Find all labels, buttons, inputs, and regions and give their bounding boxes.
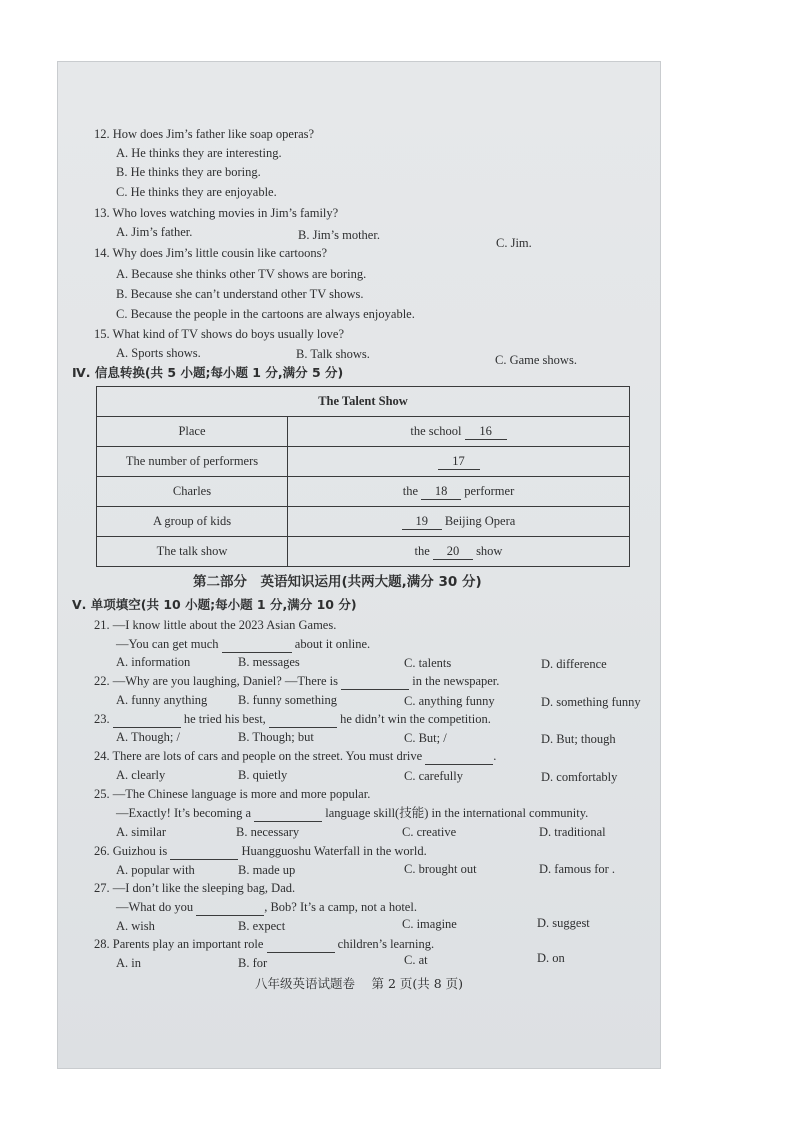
q28-option-a: A. in bbox=[116, 956, 141, 970]
table-row bbox=[97, 447, 630, 477]
row-post-text: performer bbox=[464, 483, 515, 498]
q13-stem: 13. Who loves watching movies in Jim’s family? bbox=[94, 206, 339, 220]
q13-option-b: B. Jim’s mother. bbox=[298, 228, 380, 242]
table-row bbox=[97, 507, 630, 537]
answer-blank bbox=[267, 936, 335, 953]
q22-option-b: B. funny something bbox=[238, 693, 337, 707]
row-label: The number of performers bbox=[97, 447, 288, 477]
q26-option-a: A. popular with bbox=[116, 863, 195, 877]
q26-option-d: D. famous for . bbox=[539, 862, 616, 876]
page-footer: 八年级英语试题卷 第 2 页(共 8 页) bbox=[255, 976, 464, 991]
q26-line1: 26. Guizhou is Huangguoshu Waterfall in the world. bbox=[94, 844, 427, 858]
q25-option-a: A. similar bbox=[116, 825, 166, 839]
info-table bbox=[96, 386, 630, 567]
q12-option-c: C. He thinks they are enjoyable. bbox=[116, 185, 277, 199]
row-value bbox=[288, 477, 630, 507]
answer-blank bbox=[341, 673, 409, 690]
q13-option-c: C. Jim. bbox=[496, 236, 532, 250]
blank-18: 18 bbox=[421, 484, 461, 500]
blank-20: 20 bbox=[433, 544, 473, 560]
row-pre-text: the school bbox=[410, 423, 462, 438]
answer-blank bbox=[196, 899, 264, 916]
section-4-heading: Ⅳ. 信息转换(共 5 小题;每小题 1 分,满分 5 分) bbox=[72, 365, 344, 380]
q28-option-c: C. at bbox=[404, 953, 428, 967]
q23-option-d: D. But; though bbox=[541, 732, 616, 746]
q15-stem: 15. What kind of TV shows do boys usually love? bbox=[94, 327, 344, 341]
row-value bbox=[288, 537, 630, 567]
answer-blank bbox=[425, 748, 493, 765]
q28-option-d: D. on bbox=[537, 951, 565, 965]
q27-option-d: D. suggest bbox=[537, 916, 590, 930]
q24-option-b: B. quietly bbox=[238, 768, 288, 782]
table-title: The Talent Show bbox=[97, 387, 630, 417]
row-pre-text: the bbox=[402, 483, 419, 498]
blank-19: 19 bbox=[402, 514, 442, 530]
q21-option-a: A. information bbox=[116, 655, 191, 669]
q21-option-c: C. talents bbox=[404, 656, 452, 670]
q21-option-d: D. difference bbox=[541, 657, 607, 671]
q22-line1: 22. —Why are you laughing, Daniel? —There is in the newspaper. bbox=[94, 674, 500, 688]
q24-line1: 24. There are lots of cars and people on the street. You must drive . bbox=[94, 749, 497, 763]
answer-blank bbox=[269, 711, 337, 728]
q21-line2: —You can get much about it online. bbox=[116, 637, 371, 651]
table-row bbox=[97, 417, 630, 447]
q26-option-c: C. brought out bbox=[404, 862, 477, 876]
q15-option-b: B. Talk shows. bbox=[296, 347, 370, 361]
q22-option-a: A. funny anything bbox=[116, 693, 208, 707]
q27-line2: —What do you , Bob? It’s a camp, not a hotel. bbox=[116, 900, 417, 914]
q28-line1: 28. Parents play an important role children’s learning. bbox=[94, 937, 435, 951]
q22-option-c: C. anything funny bbox=[404, 694, 495, 708]
section-5-heading: Ⅴ. 单项填空(共 10 小题;每小题 1 分,满分 10 分) bbox=[72, 597, 357, 612]
q28-option-b: B. for bbox=[238, 956, 268, 970]
blank-17: 17 bbox=[438, 454, 480, 470]
row-value bbox=[288, 417, 630, 447]
q25-option-c: C. creative bbox=[402, 825, 457, 839]
q23-option-b: B. Though; but bbox=[238, 730, 314, 744]
q12-option-b: B. He thinks they are boring. bbox=[116, 165, 261, 179]
q25-option-b: B. necessary bbox=[236, 825, 300, 839]
answer-blank bbox=[113, 711, 181, 728]
table-row bbox=[97, 537, 630, 567]
q14-option-c: C. Because the people in the cartoons are always enjoyable. bbox=[116, 307, 415, 321]
row-label: A group of kids bbox=[97, 507, 288, 537]
q24-option-c: C. carefully bbox=[404, 769, 464, 783]
q14-option-a: A. Because she thinks other TV shows are boring. bbox=[116, 267, 367, 281]
answer-blank bbox=[254, 805, 322, 822]
row-label: Place bbox=[97, 417, 288, 447]
q12-stem: 12. How does Jim’s father like soap operas? bbox=[94, 127, 315, 141]
row-post-text: Beijing Opera bbox=[444, 513, 516, 528]
row-post-text: show bbox=[476, 543, 503, 558]
q25-option-d: D. traditional bbox=[539, 825, 606, 839]
table-row bbox=[97, 477, 630, 507]
q25-line1: 25. —The Chinese language is more and more popular. bbox=[94, 787, 371, 801]
q23-option-c: C. But; / bbox=[404, 731, 447, 745]
q23-line1: 23. he tried his best, he didn’t win the competition. bbox=[94, 712, 491, 726]
blank-16: 16 bbox=[465, 424, 507, 440]
q15-option-c: C. Game shows. bbox=[495, 353, 577, 367]
row-pre-text: the bbox=[414, 543, 430, 558]
row-label: The talk show bbox=[97, 537, 288, 567]
q24-option-a: A. clearly bbox=[116, 768, 166, 782]
q27-option-c: C. imagine bbox=[402, 917, 457, 931]
row-value bbox=[288, 507, 630, 537]
row-value bbox=[288, 447, 630, 477]
q27-line1: 27. —I don’t like the sleeping bag, Dad. bbox=[94, 881, 296, 895]
answer-blank bbox=[222, 636, 292, 653]
q27-option-a: A. wish bbox=[116, 919, 155, 933]
q22-option-d: D. something funny bbox=[541, 695, 641, 709]
q24-option-d: D. comfortably bbox=[541, 770, 618, 784]
q26-option-b: B. made up bbox=[238, 863, 296, 877]
q23-option-a: A. Though; / bbox=[116, 730, 181, 744]
q27-option-b: B. expect bbox=[238, 919, 286, 933]
q14-stem: 14. Why does Jim’s little cousin like cartoons? bbox=[94, 246, 328, 260]
q12-option-a: A. He thinks they are interesting. bbox=[116, 146, 282, 160]
q14-option-b: B. Because she can’t understand other TV shows. bbox=[116, 287, 364, 301]
part-2-heading: 第二部分 英语知识运用(共两大题,满分 30 分) bbox=[193, 574, 482, 590]
answer-blank bbox=[170, 843, 238, 860]
q25-line2: —Exactly! It’s becoming a language skill(技能) in the international community. bbox=[116, 806, 589, 820]
q21-option-b: B. messages bbox=[238, 655, 300, 669]
row-label: Charles bbox=[97, 477, 288, 507]
q15-option-a: A. Sports shows. bbox=[116, 346, 201, 360]
q21-line1: 21. —I know little about the 2023 Asian Games. bbox=[94, 618, 337, 632]
q13-option-a: A. Jim’s father. bbox=[116, 225, 193, 239]
